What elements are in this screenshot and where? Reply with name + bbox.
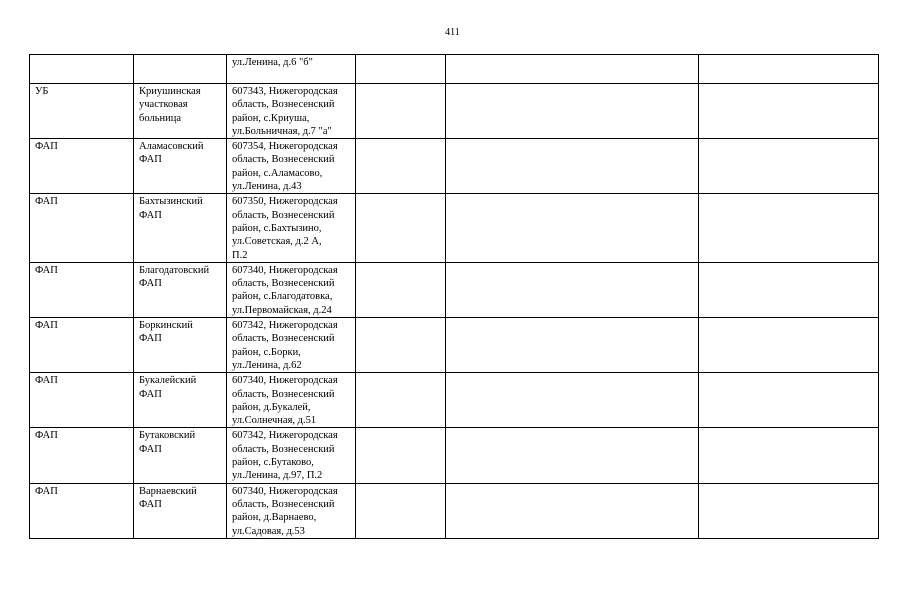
facility-address-line: ул.Ленина, д.62	[232, 359, 302, 371]
facility-address-line: район, с.Бахтызино,	[232, 222, 322, 234]
facility-address-cell	[227, 194, 356, 262]
facility-type-cell: ФАП	[30, 262, 134, 317]
facility-address-line: П.2	[232, 249, 248, 261]
facility-address-line: 607342, Нижегородская	[232, 320, 338, 332]
empty-cell-6	[699, 373, 879, 428]
facility-address-line: район, с.Аламасово,	[232, 167, 323, 179]
facility-address-line: район, с.Борки,	[232, 346, 301, 358]
facility-name-line: ФАП	[139, 209, 162, 221]
facility-name-line: Боркинский	[139, 320, 193, 332]
facility-address-line: 607340, Нижегородская	[232, 375, 338, 387]
empty-cell-4	[356, 139, 446, 194]
empty-cell-4	[356, 55, 446, 84]
facility-address-line: ул.Ленина, д.6 "б"	[232, 57, 313, 68]
facility-type-cell: ФАП	[30, 483, 134, 538]
facility-type-cell: ФАП	[30, 194, 134, 262]
facility-address-line: 607340, Нижегородская	[232, 485, 338, 497]
facility-address-line: область, Вознесенский	[232, 388, 335, 400]
empty-cell-6	[699, 194, 879, 262]
facility-address-cell	[227, 139, 356, 194]
facility-name-cell	[134, 194, 227, 262]
empty-cell-4	[356, 84, 446, 139]
facility-address-cell	[227, 373, 356, 428]
facility-name-cell	[134, 139, 227, 194]
facility-address-line: область, Вознесенский	[232, 99, 335, 111]
facility-name-line: больница	[139, 112, 181, 124]
facility-type-cell: ФАП	[30, 428, 134, 483]
empty-cell-5	[446, 194, 699, 262]
table-row	[30, 262, 879, 317]
facility-address-line: 607340, Нижегородская	[232, 264, 338, 276]
facility-table	[29, 54, 879, 539]
facility-address-cell	[227, 483, 356, 538]
facility-name-line: Бутаковский	[139, 430, 196, 442]
facility-address-line: ул.Больничная, д.7 "а"	[232, 125, 332, 137]
empty-cell-5	[446, 139, 699, 194]
empty-cell-5	[446, 428, 699, 483]
facility-address-cell	[227, 318, 356, 373]
table-row	[30, 84, 879, 139]
empty-cell-6	[699, 483, 879, 538]
empty-cell-5	[446, 318, 699, 373]
table-row	[30, 373, 879, 428]
facility-address-line: район, д.Варнаево,	[232, 512, 317, 524]
facility-address-line: область, Вознесенский	[232, 498, 335, 510]
facility-name-line: Благодатовский	[139, 264, 210, 276]
facility-address-line: район, с.Бутаково,	[232, 457, 314, 469]
table-row	[30, 483, 879, 538]
empty-cell-4	[356, 318, 446, 373]
facility-address-cell	[227, 55, 356, 84]
empty-cell-4	[356, 262, 446, 317]
facility-name-line: ФАП	[139, 154, 162, 166]
facility-type-cell	[30, 55, 134, 84]
facility-name-line: Криушинская	[139, 86, 201, 97]
facility-address-cell	[227, 84, 356, 139]
facility-type-cell: ФАП	[30, 373, 134, 428]
empty-cell-4	[356, 428, 446, 483]
empty-cell-6	[699, 139, 879, 194]
facility-name-line: участковая	[139, 99, 188, 111]
facility-address-line: 607354, Нижегородская	[232, 141, 338, 153]
facility-address-line: ул.Ленина, д.97, П.2	[232, 470, 323, 482]
facility-name-line: ФАП	[139, 278, 162, 290]
empty-cell-4	[356, 483, 446, 538]
facility-address-line: район, с.Криуша,	[232, 112, 310, 124]
facility-name-line: Варнаевский	[139, 485, 197, 497]
facility-name-line: ФАП	[139, 333, 162, 345]
empty-cell-5	[446, 55, 699, 84]
table-row	[30, 55, 879, 84]
facility-name-line: ФАП	[139, 388, 162, 400]
facility-name-cell	[134, 55, 227, 84]
empty-cell-6	[699, 318, 879, 373]
facility-address-line: ул.Садовая, д.53	[232, 525, 305, 537]
empty-cell-6	[699, 84, 879, 139]
facility-address-line: 607342, Нижегородская	[232, 430, 338, 442]
facility-name-cell	[134, 483, 227, 538]
empty-cell-5	[446, 84, 699, 139]
table-row	[30, 194, 879, 262]
table-row	[30, 139, 879, 194]
facility-address-line: 607343, Нижегородская	[232, 86, 338, 97]
facility-address-line: ул.Ленина, д.43	[232, 181, 302, 193]
facility-address-line: область, Вознесенский	[232, 154, 335, 166]
facility-name-line: Аламасовский	[139, 141, 204, 153]
facility-name-line: ФАП	[139, 498, 162, 510]
facility-type-cell: ФАП	[30, 318, 134, 373]
facility-type-cell: УБ	[30, 84, 134, 139]
empty-cell-6	[699, 428, 879, 483]
facility-address-line: область, Вознесенский	[232, 443, 335, 455]
facility-address-line: ул.Первомайская, д.24	[232, 304, 332, 316]
facility-name-line: Букалейский	[139, 375, 197, 387]
empty-cell-6	[699, 262, 879, 317]
facility-address-line: область, Вознесенский	[232, 333, 335, 345]
facility-address-line: область, Вознесенский	[232, 209, 335, 221]
facility-address-line: область, Вознесенский	[232, 278, 335, 290]
table-row	[30, 428, 879, 483]
facility-name-cell	[134, 84, 227, 139]
facility-type-cell: ФАП	[30, 139, 134, 194]
facility-name-cell	[134, 373, 227, 428]
facility-address-line: район, д.Букалей,	[232, 401, 311, 413]
facility-address-cell	[227, 262, 356, 317]
empty-cell-6	[699, 55, 879, 84]
facility-name-cell	[134, 262, 227, 317]
facility-address-cell	[227, 428, 356, 483]
empty-cell-5	[446, 483, 699, 538]
empty-cell-5	[446, 262, 699, 317]
facility-address-line: 607350, Нижегородская	[232, 196, 338, 208]
facility-name-line: Бахтызинский	[139, 196, 203, 208]
facility-name-line: ФАП	[139, 443, 162, 455]
facility-name-cell	[134, 318, 227, 373]
facility-address-line: район, с.Благодатовка,	[232, 291, 333, 303]
facility-name-cell	[134, 428, 227, 483]
table-row	[30, 318, 879, 373]
page-number: 411	[445, 27, 460, 38]
empty-cell-4	[356, 194, 446, 262]
facility-address-line: ул.Солнечная, д.51	[232, 415, 317, 427]
empty-cell-4	[356, 373, 446, 428]
empty-cell-5	[446, 373, 699, 428]
facility-address-line: ул.Советская, д.2 А,	[232, 236, 322, 248]
